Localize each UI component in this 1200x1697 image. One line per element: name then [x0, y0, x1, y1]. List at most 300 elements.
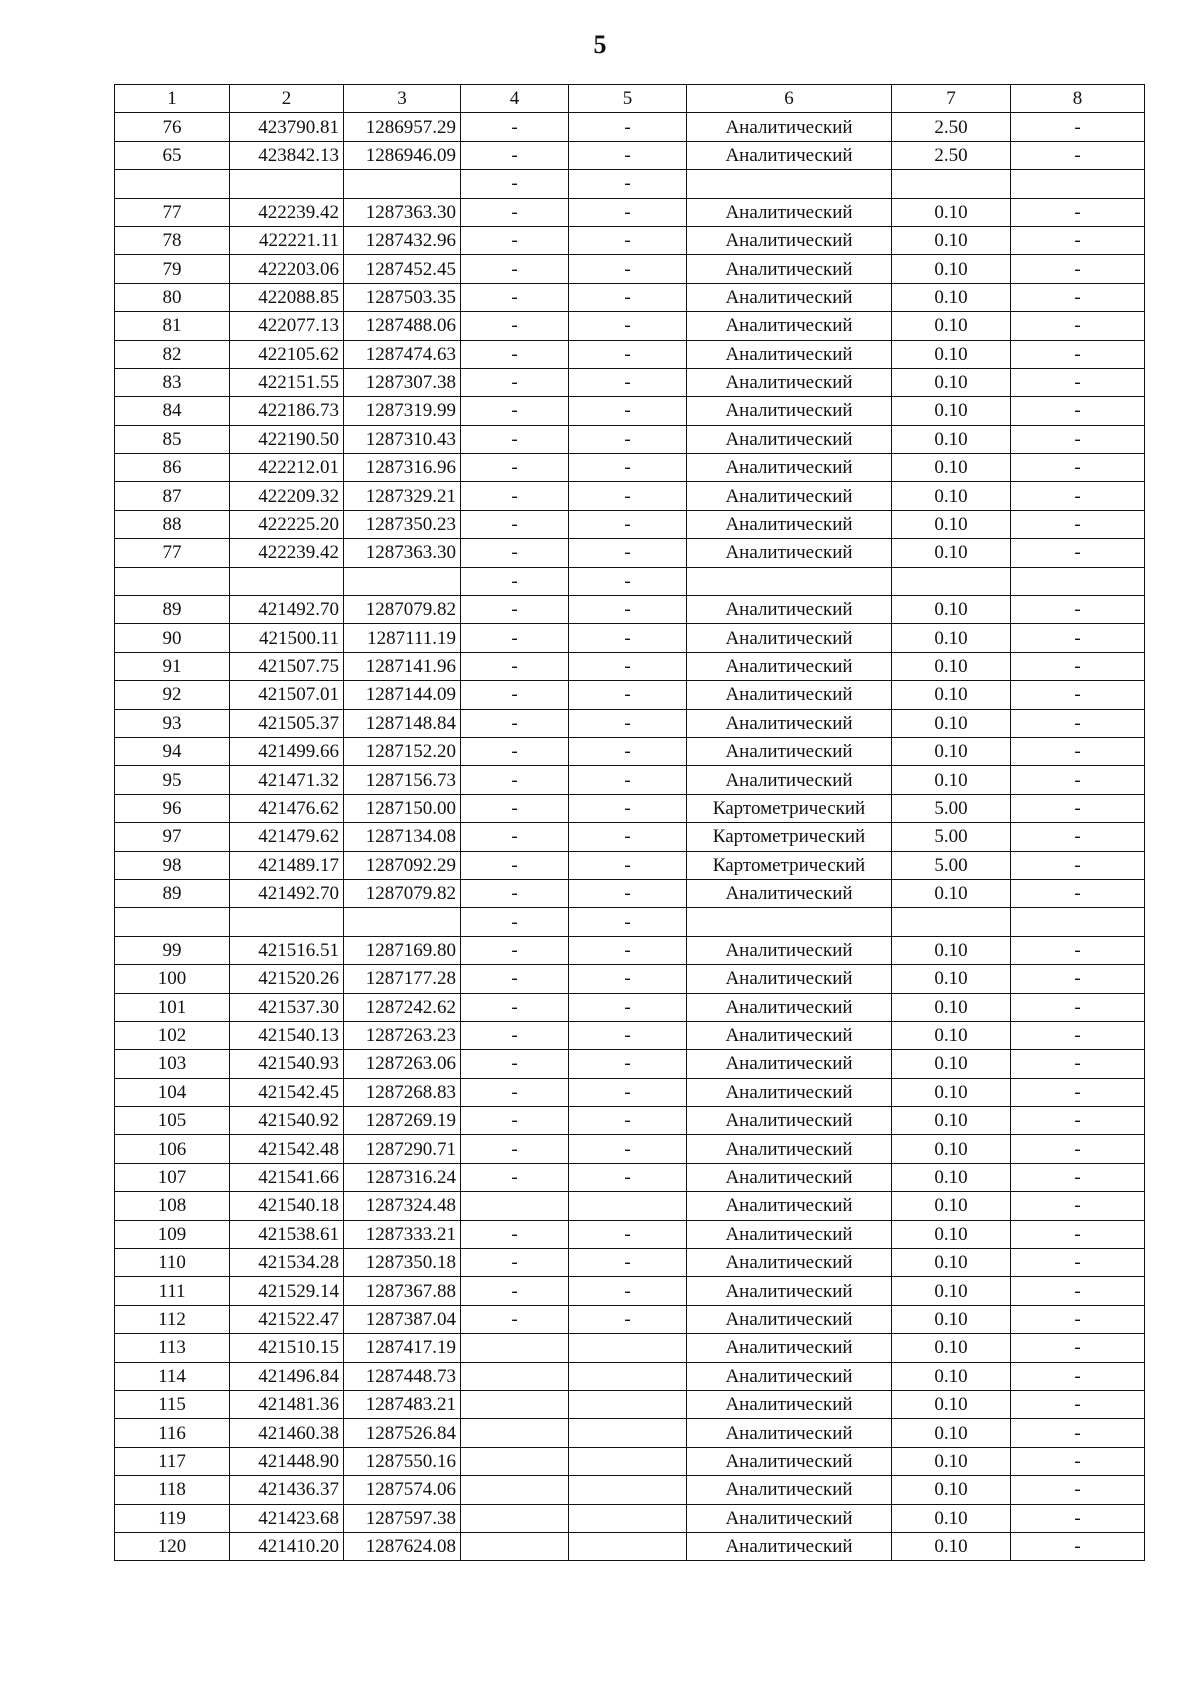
- point-number: 84: [115, 397, 230, 425]
- col-4-value: -: [461, 1078, 569, 1106]
- method: Аналитический: [687, 709, 892, 737]
- col-5-value: [569, 1419, 687, 1447]
- coordinate-x: 421537.30: [230, 993, 344, 1021]
- method: Аналитический: [687, 397, 892, 425]
- method: Аналитический: [687, 1390, 892, 1418]
- col-5-value: [569, 1447, 687, 1475]
- col-5-value: -: [569, 652, 687, 680]
- coordinate-x: 421540.93: [230, 1050, 344, 1078]
- accuracy: 0.10: [892, 1390, 1011, 1418]
- col-5-value: -: [569, 1135, 687, 1163]
- coordinate-x: 421529.14: [230, 1277, 344, 1305]
- coordinate-x: 422225.20: [230, 510, 344, 538]
- method: [687, 170, 892, 198]
- col-4-value: -: [461, 1050, 569, 1078]
- col-5-value: -: [569, 368, 687, 396]
- col-4-value: -: [461, 908, 569, 936]
- accuracy: 0.10: [892, 1334, 1011, 1362]
- point-number: 115: [115, 1390, 230, 1418]
- col-4-value: -: [461, 425, 569, 453]
- method: Аналитический: [687, 482, 892, 510]
- coordinate-x: [230, 908, 344, 936]
- table-row: [115, 198, 1145, 226]
- coordinate-y: 1287148.84: [344, 709, 461, 737]
- col-8-value: -: [1011, 1447, 1145, 1475]
- col-5-value: [569, 1532, 687, 1560]
- col-4-value: -: [461, 936, 569, 964]
- col-4-value: [461, 1362, 569, 1390]
- coordinate-y: 1287177.28: [344, 965, 461, 993]
- col-8-value: -: [1011, 283, 1145, 311]
- coordinate-y: 1287263.23: [344, 1021, 461, 1049]
- method: Аналитический: [687, 993, 892, 1021]
- point-number: [115, 567, 230, 595]
- table-row: [115, 1390, 1145, 1418]
- col-5-value: -: [569, 312, 687, 340]
- table-row: [115, 1305, 1145, 1333]
- coordinate-y: 1287624.08: [344, 1532, 461, 1560]
- col-4-value: -: [461, 482, 569, 510]
- col-5-value: -: [569, 794, 687, 822]
- table-row: [115, 1220, 1145, 1248]
- col-4-value: -: [461, 709, 569, 737]
- coordinate-y: 1287316.24: [344, 1163, 461, 1191]
- coordinate-x: 421507.01: [230, 681, 344, 709]
- col-4-value: -: [461, 737, 569, 765]
- coordinate-x: 421540.18: [230, 1192, 344, 1220]
- point-number: 97: [115, 823, 230, 851]
- table-row: [115, 1277, 1145, 1305]
- method: Аналитический: [687, 340, 892, 368]
- point-number: 88: [115, 510, 230, 538]
- col-8-value: -: [1011, 652, 1145, 680]
- col-4-value: [461, 1334, 569, 1362]
- point-number: 92: [115, 681, 230, 709]
- coordinate-y: 1287319.99: [344, 397, 461, 425]
- col-8-value: -: [1011, 936, 1145, 964]
- accuracy: 0.10: [892, 1163, 1011, 1191]
- method: Аналитический: [687, 454, 892, 482]
- coordinate-y: 1287363.30: [344, 539, 461, 567]
- accuracy: 2.50: [892, 141, 1011, 169]
- method: Аналитический: [687, 596, 892, 624]
- col-8-value: [1011, 170, 1145, 198]
- method: [687, 908, 892, 936]
- accuracy: 0.10: [892, 936, 1011, 964]
- coordinate-y: 1287448.73: [344, 1362, 461, 1390]
- point-number: 109: [115, 1220, 230, 1248]
- table-row: [115, 425, 1145, 453]
- coordinate-y: 1287387.04: [344, 1305, 461, 1333]
- point-number: 95: [115, 766, 230, 794]
- col-4-value: [461, 1192, 569, 1220]
- coordinate-y: 1287329.21: [344, 482, 461, 510]
- coordinate-y: 1287079.82: [344, 596, 461, 624]
- accuracy: 0.10: [892, 1135, 1011, 1163]
- coordinate-x: 421500.11: [230, 624, 344, 652]
- col-5-value: -: [569, 851, 687, 879]
- col-8-value: -: [1011, 1050, 1145, 1078]
- accuracy: [892, 567, 1011, 595]
- coordinate-x: 421541.66: [230, 1163, 344, 1191]
- table-row: [115, 283, 1145, 311]
- point-number: [115, 908, 230, 936]
- col-4-value: -: [461, 851, 569, 879]
- coordinate-x: 421534.28: [230, 1249, 344, 1277]
- accuracy: 0.10: [892, 1305, 1011, 1333]
- coordinate-y: 1287597.38: [344, 1504, 461, 1532]
- col-8-value: -: [1011, 624, 1145, 652]
- col-4-value: -: [461, 312, 569, 340]
- point-number: 90: [115, 624, 230, 652]
- method: Аналитический: [687, 1532, 892, 1560]
- accuracy: 0.10: [892, 1249, 1011, 1277]
- col-4-value: [461, 1390, 569, 1418]
- col-8-value: -: [1011, 1362, 1145, 1390]
- table-body: [115, 113, 1145, 1561]
- col-8-value: -: [1011, 1135, 1145, 1163]
- coordinate-x: 421448.90: [230, 1447, 344, 1475]
- table-row: [115, 1249, 1145, 1277]
- coordinate-x: 421510.15: [230, 1334, 344, 1362]
- method: Аналитический: [687, 425, 892, 453]
- table-row: [115, 1504, 1145, 1532]
- coordinate-y: 1287432.96: [344, 226, 461, 254]
- accuracy: 0.10: [892, 1362, 1011, 1390]
- accuracy: 0.10: [892, 709, 1011, 737]
- col-5-value: [569, 1334, 687, 1362]
- coordinate-x: 421492.70: [230, 596, 344, 624]
- point-number: 81: [115, 312, 230, 340]
- point-number: 110: [115, 1249, 230, 1277]
- col-5-value: -: [569, 510, 687, 538]
- col-5-value: -: [569, 539, 687, 567]
- method: Аналитический: [687, 936, 892, 964]
- header-row: [115, 85, 1145, 113]
- coordinate-x: 421479.62: [230, 823, 344, 851]
- col-5-value: -: [569, 1078, 687, 1106]
- point-number: 104: [115, 1078, 230, 1106]
- coordinate-y: 1287350.18: [344, 1249, 461, 1277]
- col-8-value: -: [1011, 312, 1145, 340]
- col-4-value: -: [461, 823, 569, 851]
- table-row: [115, 340, 1145, 368]
- col-8-value: -: [1011, 823, 1145, 851]
- col-4-value: [461, 1504, 569, 1532]
- coordinate-x: 422088.85: [230, 283, 344, 311]
- method: Картометрический: [687, 794, 892, 822]
- method: Аналитический: [687, 1476, 892, 1504]
- col-4-value: -: [461, 879, 569, 907]
- table-row: [115, 709, 1145, 737]
- col-8-value: -: [1011, 510, 1145, 538]
- col-4-value: -: [461, 141, 569, 169]
- coordinate-y: 1287474.63: [344, 340, 461, 368]
- table-row: [115, 397, 1145, 425]
- point-number: 105: [115, 1107, 230, 1135]
- point-number: 93: [115, 709, 230, 737]
- coordinate-y: 1287156.73: [344, 766, 461, 794]
- coordinate-y: 1287263.06: [344, 1050, 461, 1078]
- method: Аналитический: [687, 1305, 892, 1333]
- accuracy: 0.10: [892, 965, 1011, 993]
- accuracy: 5.00: [892, 851, 1011, 879]
- accuracy: 0.10: [892, 340, 1011, 368]
- col-8-value: [1011, 908, 1145, 936]
- accuracy: [892, 908, 1011, 936]
- point-number: 116: [115, 1419, 230, 1447]
- col-8-value: -: [1011, 539, 1145, 567]
- col-5-value: -: [569, 226, 687, 254]
- coordinate-y: [344, 170, 461, 198]
- col-4-value: [461, 1447, 569, 1475]
- coordinate-y: 1287152.20: [344, 737, 461, 765]
- coordinate-x: 422212.01: [230, 454, 344, 482]
- accuracy: 0.10: [892, 1447, 1011, 1475]
- method: Аналитический: [687, 226, 892, 254]
- col-5-value: -: [569, 1107, 687, 1135]
- coordinate-y: 1287310.43: [344, 425, 461, 453]
- point-number: 118: [115, 1476, 230, 1504]
- column-header: 5: [569, 85, 687, 113]
- coordinate-y: 1287417.19: [344, 1334, 461, 1362]
- coordinate-y: 1287141.96: [344, 652, 461, 680]
- method: Аналитический: [687, 1078, 892, 1106]
- col-5-value: -: [569, 113, 687, 141]
- point-number: 94: [115, 737, 230, 765]
- coordinate-x: 422190.50: [230, 425, 344, 453]
- method: Аналитический: [687, 1419, 892, 1447]
- col-4-value: -: [461, 596, 569, 624]
- col-4-value: -: [461, 340, 569, 368]
- table-row: [115, 1362, 1145, 1390]
- col-8-value: -: [1011, 1163, 1145, 1191]
- page-number: 5: [593, 30, 607, 59]
- col-8-value: -: [1011, 709, 1145, 737]
- coordinate-x: 421436.37: [230, 1476, 344, 1504]
- col-4-value: -: [461, 794, 569, 822]
- col-4-value: [461, 1476, 569, 1504]
- col-4-value: -: [461, 510, 569, 538]
- accuracy: 0.10: [892, 482, 1011, 510]
- coordinate-x: 422203.06: [230, 255, 344, 283]
- accuracy: 0.10: [892, 652, 1011, 680]
- accuracy: 0.10: [892, 737, 1011, 765]
- col-4-value: -: [461, 255, 569, 283]
- coordinate-x: 422186.73: [230, 397, 344, 425]
- method: [687, 567, 892, 595]
- method: Аналитический: [687, 1050, 892, 1078]
- accuracy: 5.00: [892, 794, 1011, 822]
- col-8-value: -: [1011, 141, 1145, 169]
- col-5-value: -: [569, 567, 687, 595]
- table-row: [115, 539, 1145, 567]
- table-row: [115, 454, 1145, 482]
- coordinate-x: 422221.11: [230, 226, 344, 254]
- col-4-value: -: [461, 1277, 569, 1305]
- method: Аналитический: [687, 312, 892, 340]
- column-header: 8: [1011, 85, 1145, 113]
- accuracy: 0.10: [892, 681, 1011, 709]
- accuracy: 0.10: [892, 1078, 1011, 1106]
- point-number: 102: [115, 1021, 230, 1049]
- method: Аналитический: [687, 141, 892, 169]
- col-8-value: -: [1011, 368, 1145, 396]
- accuracy: 0.10: [892, 454, 1011, 482]
- table-row: [115, 1078, 1145, 1106]
- table-row: [115, 170, 1145, 198]
- coordinate-y: 1287144.09: [344, 681, 461, 709]
- point-number: 108: [115, 1192, 230, 1220]
- coordinate-x: 421540.13: [230, 1021, 344, 1049]
- col-5-value: -: [569, 624, 687, 652]
- accuracy: 0.10: [892, 255, 1011, 283]
- col-4-value: -: [461, 1163, 569, 1191]
- table-row: [115, 1419, 1145, 1447]
- coordinate-x: 421481.36: [230, 1390, 344, 1418]
- point-number: 114: [115, 1362, 230, 1390]
- table-row: [115, 1192, 1145, 1220]
- point-number: 86: [115, 454, 230, 482]
- col-4-value: -: [461, 1220, 569, 1248]
- coordinate-x: 421505.37: [230, 709, 344, 737]
- col-8-value: -: [1011, 1334, 1145, 1362]
- table-row: [115, 1021, 1145, 1049]
- coordinate-y: 1287503.35: [344, 283, 461, 311]
- table-row: [115, 794, 1145, 822]
- col-8-value: -: [1011, 596, 1145, 624]
- col-8-value: [1011, 567, 1145, 595]
- method: Аналитический: [687, 965, 892, 993]
- col-5-value: [569, 1192, 687, 1220]
- col-8-value: -: [1011, 766, 1145, 794]
- col-5-value: -: [569, 993, 687, 1021]
- coordinate-x: 421540.92: [230, 1107, 344, 1135]
- accuracy: 0.10: [892, 283, 1011, 311]
- col-8-value: -: [1011, 1078, 1145, 1106]
- point-number: 119: [115, 1504, 230, 1532]
- col-8-value: -: [1011, 737, 1145, 765]
- coordinate-y: [344, 908, 461, 936]
- coordinates-table: [114, 84, 1145, 1561]
- col-5-value: -: [569, 482, 687, 510]
- coordinate-y: 1287134.08: [344, 823, 461, 851]
- coordinate-y: 1287268.83: [344, 1078, 461, 1106]
- accuracy: [892, 170, 1011, 198]
- col-4-value: -: [461, 198, 569, 226]
- method: Аналитический: [687, 1220, 892, 1248]
- col-4-value: [461, 1419, 569, 1447]
- coordinate-y: 1287169.80: [344, 936, 461, 964]
- col-8-value: -: [1011, 794, 1145, 822]
- table-row: [115, 681, 1145, 709]
- method: Аналитический: [687, 198, 892, 226]
- table-row: [115, 1476, 1145, 1504]
- table-row: [115, 1163, 1145, 1191]
- accuracy: 0.10: [892, 624, 1011, 652]
- coordinate-x: 421499.66: [230, 737, 344, 765]
- point-number: 100: [115, 965, 230, 993]
- method: Аналитический: [687, 1135, 892, 1163]
- coordinate-x: 421516.51: [230, 936, 344, 964]
- method: Аналитический: [687, 368, 892, 396]
- col-5-value: -: [569, 936, 687, 964]
- table-row: [115, 1532, 1145, 1560]
- col-8-value: -: [1011, 1532, 1145, 1560]
- point-number: 101: [115, 993, 230, 1021]
- point-number: 77: [115, 198, 230, 226]
- col-8-value: -: [1011, 1305, 1145, 1333]
- coordinate-y: 1287150.00: [344, 794, 461, 822]
- point-number: 98: [115, 851, 230, 879]
- table-row: [115, 965, 1145, 993]
- coordinate-y: 1287242.62: [344, 993, 461, 1021]
- coordinate-y: 1287079.82: [344, 879, 461, 907]
- accuracy: 0.10: [892, 993, 1011, 1021]
- col-4-value: -: [461, 567, 569, 595]
- col-5-value: -: [569, 823, 687, 851]
- table-row: [115, 1135, 1145, 1163]
- table-row: [115, 652, 1145, 680]
- col-8-value: -: [1011, 851, 1145, 879]
- coordinate-x: 421522.47: [230, 1305, 344, 1333]
- column-header: 3: [344, 85, 461, 113]
- table-row: [115, 482, 1145, 510]
- col-5-value: [569, 1390, 687, 1418]
- method: Аналитический: [687, 1163, 892, 1191]
- point-number: 89: [115, 879, 230, 907]
- coordinate-y: 1287290.71: [344, 1135, 461, 1163]
- col-8-value: -: [1011, 482, 1145, 510]
- point-number: 89: [115, 596, 230, 624]
- column-header: 7: [892, 85, 1011, 113]
- accuracy: 2.50: [892, 113, 1011, 141]
- col-5-value: -: [569, 709, 687, 737]
- col-5-value: [569, 1362, 687, 1390]
- table-row: [115, 1107, 1145, 1135]
- method: Аналитический: [687, 1447, 892, 1475]
- col-5-value: -: [569, 1305, 687, 1333]
- col-8-value: -: [1011, 226, 1145, 254]
- point-number: 99: [115, 936, 230, 964]
- col-4-value: -: [461, 368, 569, 396]
- col-8-value: -: [1011, 1277, 1145, 1305]
- coordinate-y: [344, 567, 461, 595]
- table-row: [115, 1447, 1145, 1475]
- coordinate-y: 1287333.21: [344, 1220, 461, 1248]
- method: Аналитический: [687, 1107, 892, 1135]
- col-4-value: -: [461, 1249, 569, 1277]
- col-8-value: -: [1011, 879, 1145, 907]
- col-8-value: -: [1011, 198, 1145, 226]
- col-5-value: -: [569, 1249, 687, 1277]
- coordinate-x: 422209.32: [230, 482, 344, 510]
- accuracy: 0.10: [892, 312, 1011, 340]
- coordinate-x: [230, 567, 344, 595]
- col-8-value: -: [1011, 1220, 1145, 1248]
- col-4-value: -: [461, 226, 569, 254]
- col-4-value: -: [461, 624, 569, 652]
- accuracy: 0.10: [892, 1504, 1011, 1532]
- coordinate-y: 1287307.38: [344, 368, 461, 396]
- point-number: 96: [115, 794, 230, 822]
- table-row: [115, 851, 1145, 879]
- coordinate-x: 421410.20: [230, 1532, 344, 1560]
- coordinate-y: 1287526.84: [344, 1419, 461, 1447]
- coordinate-x: 421471.32: [230, 766, 344, 794]
- method: Картометрический: [687, 851, 892, 879]
- col-4-value: -: [461, 1107, 569, 1135]
